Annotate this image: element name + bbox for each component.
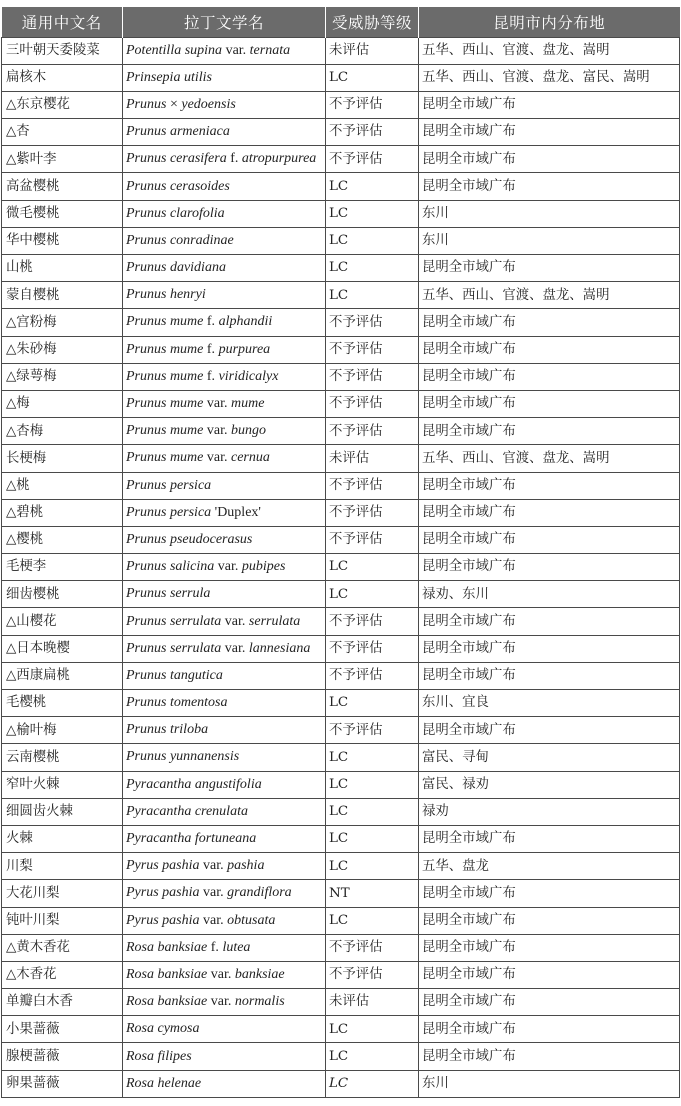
common-name-cell: 火棘 xyxy=(2,825,123,852)
table-row xyxy=(2,853,680,880)
common-name-cell: 单瓣白木香 xyxy=(2,989,123,1016)
distribution-cell: 昆明全市域广布 xyxy=(419,119,680,146)
distribution-cell: 昆明全市域广布 xyxy=(419,309,680,336)
latin-name-cell xyxy=(123,771,326,798)
latin-name-cell xyxy=(123,690,326,717)
table-row xyxy=(2,961,680,988)
threat-level-cell: 不予评估 xyxy=(326,608,419,635)
latin-name-cell xyxy=(123,907,326,934)
table-row xyxy=(2,635,680,662)
latin-rank-part: var. xyxy=(214,559,242,575)
distribution-cell: 五华、西山、官渡、盘龙、富民、嵩明 xyxy=(419,64,680,91)
latin-rank-part: var. xyxy=(199,858,228,874)
common-name-cell: 钝叶川梨 xyxy=(2,907,123,934)
threat-level-cell: 未评估 xyxy=(326,445,419,472)
threat-level-cell: LC xyxy=(326,690,419,717)
table-row xyxy=(2,200,680,227)
latin-italic-part: pubipes xyxy=(241,559,286,575)
latin-italic-part: cernua xyxy=(231,450,270,466)
latin-rank-part: var. xyxy=(203,450,231,466)
common-name-cell: 小果蔷薇 xyxy=(2,1016,123,1043)
latin-name-cell xyxy=(123,934,326,961)
distribution-cell: 五华、西山、官渡、盘龙、嵩明 xyxy=(419,37,680,64)
table-row xyxy=(2,880,680,907)
latin-name-cell xyxy=(123,880,326,907)
common-name-cell: △梅 xyxy=(2,390,123,417)
latin-name-cell xyxy=(123,798,326,825)
latin-name-cell xyxy=(123,255,326,282)
table-row xyxy=(2,798,680,825)
threat-level-cell: LC xyxy=(326,744,419,771)
latin-name-cell xyxy=(123,37,326,64)
table-row xyxy=(2,717,680,744)
table-row xyxy=(2,390,680,417)
table-row xyxy=(2,336,680,363)
table-row xyxy=(2,499,680,526)
latin-italic-part: Pyracantha angustifolia xyxy=(126,776,262,792)
distribution-cell: 昆明全市域广布 xyxy=(419,825,680,852)
latin-italic-part: atropurpurea xyxy=(241,151,317,167)
common-name-cell: 窄叶火棘 xyxy=(2,771,123,798)
latin-italic-part: Prunus xyxy=(126,96,167,112)
threat-level-cell: 不予评估 xyxy=(326,390,419,417)
common-name-cell: △黄木香花 xyxy=(2,934,123,961)
distribution-cell: 五华、西山、官渡、盘龙、嵩明 xyxy=(419,445,680,472)
latin-italic-part: Pyracantha fortuneana xyxy=(126,831,257,847)
distribution-cell: 东川 xyxy=(419,227,680,254)
common-name-cell: △杏 xyxy=(2,119,123,146)
latin-name-cell xyxy=(123,91,326,118)
table-row xyxy=(2,1016,680,1043)
distribution-cell: 东川、宜良 xyxy=(419,690,680,717)
latin-italic-part: Prunus mume xyxy=(126,368,204,384)
latin-rank-part: f. xyxy=(207,939,223,955)
table-row xyxy=(2,472,680,499)
table-row xyxy=(2,445,680,472)
threat-level-cell: LC xyxy=(326,771,419,798)
distribution-cell: 昆明全市域广布 xyxy=(419,1043,680,1070)
common-name-cell: 毛梗李 xyxy=(2,554,123,581)
table-row xyxy=(2,146,680,173)
threat-level-cell: LC xyxy=(326,853,419,880)
latin-italic-part: Prunus tomentosa xyxy=(126,695,228,711)
threat-level-cell: LC xyxy=(326,798,419,825)
latin-name-cell xyxy=(123,146,326,173)
table-row xyxy=(2,282,680,309)
common-name-cell: △碧桃 xyxy=(2,499,123,526)
table-row xyxy=(2,989,680,1016)
distribution-cell: 昆明全市域广布 xyxy=(419,418,680,445)
header-common-name: 通用中文名 xyxy=(2,7,123,37)
latin-italic-part: Prinsepia utilis xyxy=(126,69,212,85)
latin-rank-part: var. xyxy=(203,396,231,412)
latin-italic-part: purpurea xyxy=(218,341,271,357)
latin-italic-part: viridicalyx xyxy=(218,368,279,384)
latin-name-cell xyxy=(123,282,326,309)
common-name-cell: △西康扁桃 xyxy=(2,662,123,689)
distribution-cell: 东川 xyxy=(419,200,680,227)
threat-level-cell: 未评估 xyxy=(326,37,419,64)
latin-italic-part: yedoensis xyxy=(181,96,236,112)
distribution-cell: 昆明全市域广布 xyxy=(419,1016,680,1043)
latin-name-cell xyxy=(123,662,326,689)
table-row xyxy=(2,64,680,91)
distribution-cell: 昆明全市域广布 xyxy=(419,390,680,417)
latin-italic-part: Prunus cerasoides xyxy=(126,178,230,194)
latin-italic-part: Prunus serrula xyxy=(126,586,211,602)
latin-rank-part: var. xyxy=(221,613,249,629)
threat-level-cell: LC xyxy=(326,581,419,608)
latin-italic-part: obtusata xyxy=(227,912,276,928)
latin-italic-part: Prunus davidiana xyxy=(126,260,226,276)
threat-level-cell: 不予评估 xyxy=(326,472,419,499)
latin-italic-part: bungo xyxy=(231,423,266,439)
latin-italic-part: mume xyxy=(231,396,265,412)
latin-italic-part: normalis xyxy=(234,994,285,1010)
latin-rank-part: f. xyxy=(203,368,219,384)
latin-name-cell xyxy=(123,64,326,91)
latin-italic-part: pashia xyxy=(227,858,265,874)
table-row xyxy=(2,1070,680,1097)
header-row xyxy=(2,7,680,37)
latin-name-cell xyxy=(123,445,326,472)
threat-level-cell: LC xyxy=(326,200,419,227)
common-name-cell: 扁核木 xyxy=(2,64,123,91)
table-row xyxy=(2,363,680,390)
distribution-cell: 昆明全市域广布 xyxy=(419,608,680,635)
latin-italic-part: Potentilla supina xyxy=(126,42,223,58)
latin-name-cell xyxy=(123,363,326,390)
common-name-cell: △山樱花 xyxy=(2,608,123,635)
distribution-cell: 东川 xyxy=(419,1070,680,1097)
latin-rank-part: f. xyxy=(203,314,219,330)
common-name-cell: 长梗梅 xyxy=(2,445,123,472)
latin-rank-part: var. xyxy=(203,423,231,439)
latin-italic-part: Prunus mume xyxy=(126,341,204,357)
threat-level-cell: LC xyxy=(326,1016,419,1043)
common-name-cell: 微毛樱桃 xyxy=(2,200,123,227)
table-row xyxy=(2,1043,680,1070)
distribution-cell: 昆明全市域广布 xyxy=(419,662,680,689)
table-row xyxy=(2,662,680,689)
common-name-cell: 云南樱桃 xyxy=(2,744,123,771)
common-name-cell: 细圆齿火棘 xyxy=(2,798,123,825)
common-name-cell: 卵果蔷薇 xyxy=(2,1070,123,1097)
distribution-cell: 富民、禄劝 xyxy=(419,771,680,798)
table-row xyxy=(2,690,680,717)
latin-rank-part: var. xyxy=(222,42,250,58)
latin-name-cell xyxy=(123,119,326,146)
table-row xyxy=(2,255,680,282)
latin-italic-part: Prunus mume xyxy=(126,450,204,466)
common-name-cell: △朱砂梅 xyxy=(2,336,123,363)
table-row xyxy=(2,554,680,581)
threat-level-cell: 不予评估 xyxy=(326,309,419,336)
distribution-cell: 昆明全市域广布 xyxy=(419,363,680,390)
latin-rank-part: var. xyxy=(199,885,228,901)
table-row xyxy=(2,91,680,118)
distribution-cell: 五华、盘龙 xyxy=(419,853,680,880)
threat-level-cell: 不予评估 xyxy=(326,961,419,988)
common-name-cell: 三叶朝天委陵菜 xyxy=(2,37,123,64)
latin-italic-part: Prunus salicina xyxy=(126,559,215,575)
latin-italic-part: Rosa banksiae xyxy=(126,966,208,982)
threat-level-cell: 不予评估 xyxy=(326,418,419,445)
threat-level-cell: 不予评估 xyxy=(326,526,419,553)
latin-italic-part: Prunus persica xyxy=(126,477,212,493)
common-name-cell: △绿萼梅 xyxy=(2,363,123,390)
latin-name-cell xyxy=(123,418,326,445)
table-row xyxy=(2,173,680,200)
threat-level-cell: LC xyxy=(326,282,419,309)
latin-name-cell xyxy=(123,227,326,254)
threat-level-cell: NT xyxy=(326,880,419,907)
distribution-cell: 禄劝 xyxy=(419,798,680,825)
latin-name-cell xyxy=(123,1070,326,1097)
latin-name-cell xyxy=(123,717,326,744)
table-row xyxy=(2,309,680,336)
threat-level-cell: 不予评估 xyxy=(326,146,419,173)
latin-name-cell xyxy=(123,526,326,553)
threat-level-cell: LC xyxy=(326,907,419,934)
table-row xyxy=(2,934,680,961)
header-distribution: 昆明市内分布地 xyxy=(419,7,680,37)
latin-italic-part: Prunus serrulata xyxy=(126,640,222,656)
common-name-cell: 腺梗蔷薇 xyxy=(2,1043,123,1070)
table-body xyxy=(2,37,680,1097)
table-row xyxy=(2,744,680,771)
threat-level-cell: LC xyxy=(326,1070,419,1097)
latin-italic-part: Prunus henryi xyxy=(126,287,206,303)
table-row xyxy=(2,825,680,852)
distribution-cell: 禄劝、东川 xyxy=(419,581,680,608)
threat-level-cell: 不予评估 xyxy=(326,499,419,526)
threat-level-cell: LC xyxy=(326,173,419,200)
distribution-cell: 昆明全市域广布 xyxy=(419,336,680,363)
threat-level-cell: 不予评估 xyxy=(326,717,419,744)
latin-name-cell xyxy=(123,309,326,336)
latin-italic-part: lannesiana xyxy=(248,640,311,656)
table-row xyxy=(2,119,680,146)
common-name-cell: 高盆樱桃 xyxy=(2,173,123,200)
latin-italic-part: banksiae xyxy=(234,966,285,982)
latin-name-cell xyxy=(123,581,326,608)
latin-name-cell xyxy=(123,200,326,227)
latin-name-cell xyxy=(123,554,326,581)
latin-name-cell xyxy=(123,635,326,662)
common-name-cell: 毛樱桃 xyxy=(2,690,123,717)
latin-italic-part: serrulata xyxy=(248,613,301,629)
latin-name-cell xyxy=(123,472,326,499)
distribution-cell: 昆明全市域广布 xyxy=(419,989,680,1016)
latin-italic-part: Prunus armeniaca xyxy=(126,124,230,140)
common-name-cell: △杏梅 xyxy=(2,418,123,445)
table-row xyxy=(2,608,680,635)
latin-italic-part: grandiflora xyxy=(227,885,292,901)
latin-italic-part: Pyrus pashia xyxy=(126,858,200,874)
latin-rank-part: var. xyxy=(199,912,228,928)
threat-level-cell: LC xyxy=(326,255,419,282)
species-table xyxy=(1,7,680,1098)
latin-rank-part: f. xyxy=(226,151,242,167)
latin-italic-part: Pyrus pashia xyxy=(126,912,200,928)
distribution-cell: 昆明全市域广布 xyxy=(419,255,680,282)
distribution-cell: 昆明全市域广布 xyxy=(419,880,680,907)
table-row xyxy=(2,907,680,934)
distribution-cell: 昆明全市域广布 xyxy=(419,91,680,118)
latin-italic-part: Prunus clarofolia xyxy=(126,205,225,221)
latin-name-cell xyxy=(123,390,326,417)
latin-italic-part: Rosa helenae xyxy=(126,1075,202,1091)
header-latin-name: 拉丁文学名 xyxy=(123,7,326,37)
table-row xyxy=(2,581,680,608)
latin-italic-part: Rosa filipes xyxy=(126,1048,192,1064)
latin-name-cell xyxy=(123,961,326,988)
distribution-cell: 昆明全市域广布 xyxy=(419,635,680,662)
distribution-cell: 昆明全市域广布 xyxy=(419,717,680,744)
threat-level-cell: 不予评估 xyxy=(326,363,419,390)
distribution-cell: 昆明全市域广布 xyxy=(419,907,680,934)
distribution-cell: 昆明全市域广布 xyxy=(419,526,680,553)
distribution-cell: 昆明全市域广布 xyxy=(419,146,680,173)
threat-level-cell: LC xyxy=(326,825,419,852)
threat-level-cell: 不予评估 xyxy=(326,119,419,146)
table-row xyxy=(2,771,680,798)
threat-level-cell: 不予评估 xyxy=(326,934,419,961)
distribution-cell: 昆明全市域广布 xyxy=(419,554,680,581)
latin-name-cell xyxy=(123,825,326,852)
distribution-cell: 昆明全市域广布 xyxy=(419,961,680,988)
threat-level-cell: 未评估 xyxy=(326,989,419,1016)
latin-rank-part: 'Duplex' xyxy=(211,504,261,520)
latin-italic-part: Prunus yunnanensis xyxy=(126,749,240,765)
distribution-cell: 昆明全市域广布 xyxy=(419,934,680,961)
latin-italic-part: Prunus mume xyxy=(126,423,204,439)
common-name-cell: △宫粉梅 xyxy=(2,309,123,336)
latin-name-cell xyxy=(123,1043,326,1070)
latin-rank-part: f. xyxy=(203,341,219,357)
common-name-cell: 华中樱桃 xyxy=(2,227,123,254)
threat-level-cell: 不予评估 xyxy=(326,635,419,662)
latin-rank-part: × xyxy=(166,96,182,112)
latin-italic-part: Prunus conradinae xyxy=(126,232,234,248)
latin-italic-part: Prunus serrulata xyxy=(126,613,222,629)
latin-italic-part: Prunus cerasifera xyxy=(126,151,227,167)
common-name-cell: 山桃 xyxy=(2,255,123,282)
latin-italic-part: Rosa banksiae xyxy=(126,939,208,955)
distribution-cell: 昆明全市域广布 xyxy=(419,472,680,499)
latin-name-cell xyxy=(123,173,326,200)
threat-level-cell: 不予评估 xyxy=(326,336,419,363)
common-name-cell: △紫叶李 xyxy=(2,146,123,173)
common-name-cell: △桃 xyxy=(2,472,123,499)
latin-italic-part: Rosa cymosa xyxy=(126,1021,200,1037)
table-header xyxy=(2,7,680,37)
common-name-cell: △樱桃 xyxy=(2,526,123,553)
threat-level-cell: LC xyxy=(326,1043,419,1070)
common-name-cell: △日本晚樱 xyxy=(2,635,123,662)
latin-italic-part: Prunus mume xyxy=(126,314,204,330)
latin-name-cell xyxy=(123,989,326,1016)
latin-name-cell xyxy=(123,1016,326,1043)
latin-italic-part: lutea xyxy=(222,939,251,955)
threat-level-cell: 不予评估 xyxy=(326,91,419,118)
latin-italic-part: Prunus triloba xyxy=(126,722,209,738)
threat-level-cell: LC xyxy=(326,227,419,254)
distribution-cell: 富民、寻甸 xyxy=(419,744,680,771)
latin-rank-part: var. xyxy=(207,994,235,1010)
common-name-cell: 蒙自樱桃 xyxy=(2,282,123,309)
latin-italic-part: Prunus pseudocerasus xyxy=(126,531,253,547)
latin-name-cell xyxy=(123,499,326,526)
threat-level-cell: LC xyxy=(326,64,419,91)
table-row xyxy=(2,418,680,445)
latin-italic-part: alphandii xyxy=(218,314,273,330)
common-name-cell: △榆叶梅 xyxy=(2,717,123,744)
latin-rank-part: var. xyxy=(221,640,249,656)
distribution-cell: 昆明全市域广布 xyxy=(419,173,680,200)
common-name-cell: 细齿樱桃 xyxy=(2,581,123,608)
latin-name-cell xyxy=(123,336,326,363)
common-name-cell: △木香花 xyxy=(2,961,123,988)
table-row xyxy=(2,227,680,254)
common-name-cell: 川梨 xyxy=(2,853,123,880)
latin-name-cell xyxy=(123,853,326,880)
distribution-cell: 昆明全市域广布 xyxy=(419,499,680,526)
latin-italic-part: Pyracantha crenulata xyxy=(126,803,248,819)
common-name-cell: 大花川梨 xyxy=(2,880,123,907)
distribution-cell: 五华、西山、官渡、盘龙、嵩明 xyxy=(419,282,680,309)
latin-italic-part: Prunus tangutica xyxy=(126,667,223,683)
table-row xyxy=(2,526,680,553)
latin-italic-part: ternata xyxy=(249,42,291,58)
threat-level-cell: LC xyxy=(326,554,419,581)
threat-level-cell: 不予评估 xyxy=(326,662,419,689)
latin-name-cell xyxy=(123,608,326,635)
latin-name-cell xyxy=(123,744,326,771)
table-row xyxy=(2,37,680,64)
latin-italic-part: Prunus persica xyxy=(126,504,212,520)
latin-italic-part: Prunus mume xyxy=(126,396,204,412)
common-name-cell: △东京樱花 xyxy=(2,91,123,118)
latin-italic-part: Rosa banksiae xyxy=(126,994,208,1010)
latin-rank-part: var. xyxy=(207,966,235,982)
latin-italic-part: Pyrus pashia xyxy=(126,885,200,901)
header-threat-level: 受威胁等级 xyxy=(326,7,419,37)
